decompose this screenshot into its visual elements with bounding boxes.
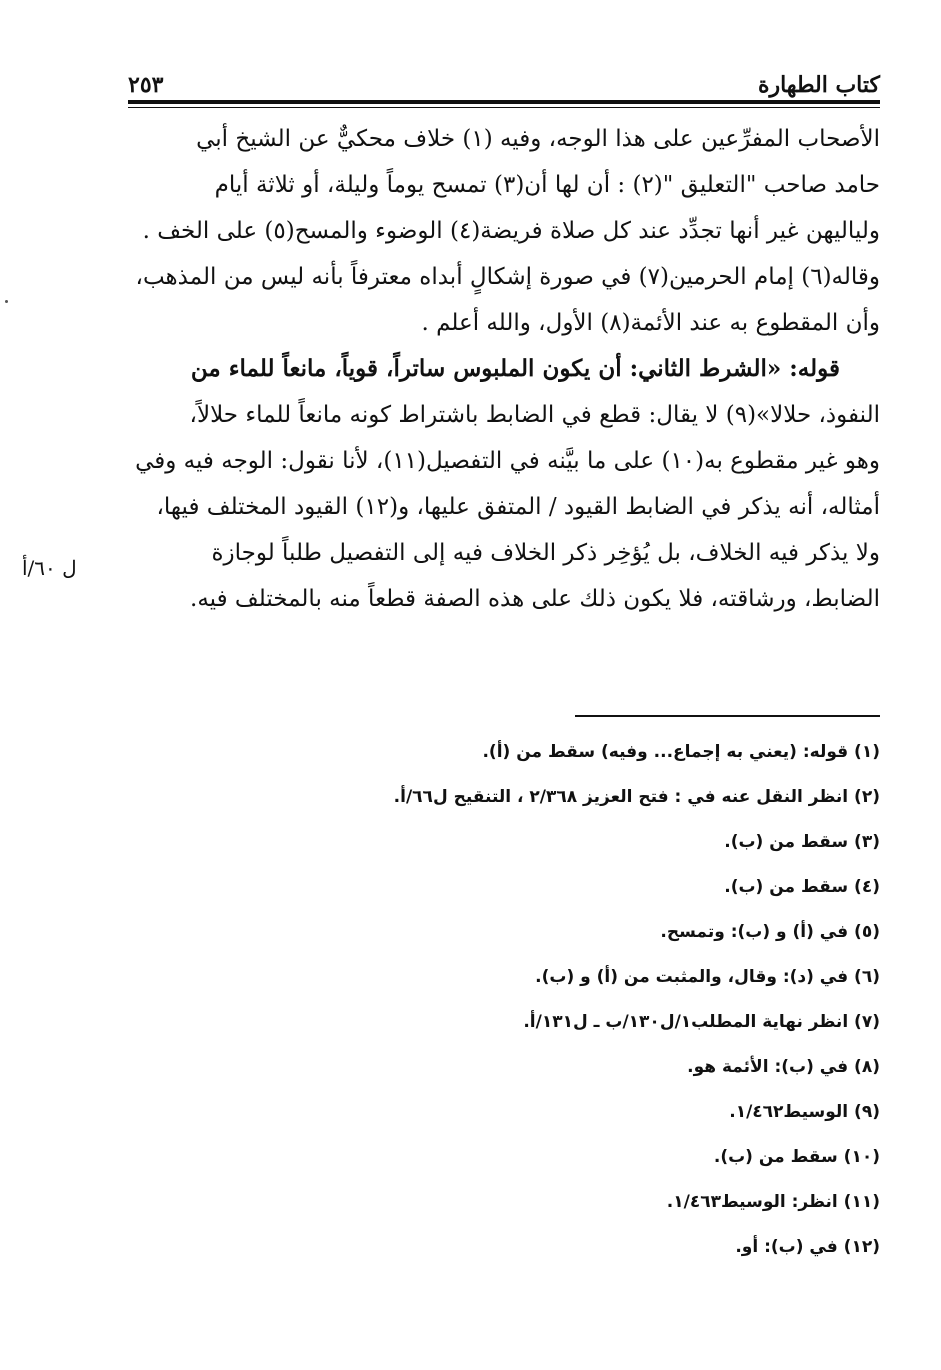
footnote: (٣) سقط من (ب). xyxy=(724,832,880,852)
footnote: (١) قوله: (يعني به إجماع... وفيه) سقط من (أ). xyxy=(482,742,880,762)
text-line: ولياليهن غير أنها تجدِّد عند كل صلاة فريضة(٤) الوضوء والمسح(٥) على الخف . xyxy=(142,218,880,244)
text-line: وقاله(٦) إمام الحرمين(٧) في صورة إشكالٍ أبداه معترفاً بأنه ليس من المذهب، xyxy=(135,264,880,290)
manuscript-folio-note: ل ٦٠/أ xyxy=(22,556,77,580)
scan-speck xyxy=(5,300,8,303)
text-line-quote: قوله: «الشرط الثاني: أن يكون الملبوس ساتراً، قوياً، مانعاً للماء من xyxy=(190,355,840,382)
text-line: الضابط، ورشاقته، فلا يكون ذلك على هذه الصفة قطعاً منه بالمختلف فيه. xyxy=(190,586,880,612)
page-number: ٢٥٣ xyxy=(128,72,164,98)
text-line: وهو غير مقطوع به(١٠) على ما بيَّنه في التفصيل(١١)، لأنا نقول: الوجه فيه وفي xyxy=(135,448,880,474)
footnote: (٨) في (ب): الأئمة هو. xyxy=(687,1057,880,1077)
header-rule-thin xyxy=(128,107,880,108)
footnote: (١٢) في (ب): أو. xyxy=(735,1237,880,1257)
main-text xyxy=(128,116,880,622)
footnotes xyxy=(380,730,880,1270)
text-line: حامد صاحب "التعليق "(٢) : أن لها أن(٣) تمسح يوماً وليلة، أو ثلاثة أيام xyxy=(214,172,880,198)
text-line: الأصحاب المفرِّعين على هذا الوجه، وفيه (١) خلاف محكيٌّ عن الشيخ أبي xyxy=(196,126,880,152)
footnote: (٦) في (د): وقال، والمثبت من (أ) و (ب). xyxy=(535,967,880,987)
header-rule-thick xyxy=(128,100,880,104)
text-line: أمثاله، أنه يذكر في الضابط القيود / المتفق عليها، و(١٢) القيود المختلف فيها، xyxy=(156,494,880,520)
footnote: (٧) انظر نهاية المطلب١/ل١٣٠/ب ـ ل١٣١/أ. xyxy=(523,1012,880,1032)
text-line: النفوذ، حلالا»(٩) لا يقال: قطع في الضابط باشتراط كونه مانعاً للماء حلالاً، xyxy=(189,402,880,428)
text-line: ولا يذكر فيه الخلاف، بل يُؤخِر ذكر الخلاف فيه إلى التفصيل طلباً لوجازة xyxy=(211,540,880,566)
footnote-separator xyxy=(575,715,880,717)
footnote: (٢) انظر النقل عنه في : فتح العزيز ٢/٣٦٨ ، التنقيح ل٦٦/أ. xyxy=(393,787,880,807)
footnote: (٤) سقط من (ب). xyxy=(724,877,880,897)
footnote: (٩) الوسيط١/٤٦٢. xyxy=(729,1102,880,1122)
book-title: كتاب الطهارة xyxy=(757,72,880,98)
footnote: (١١) انظر: الوسيط١/٤٦٣. xyxy=(666,1192,880,1212)
running-header xyxy=(128,72,880,100)
footnote: (٥) في (أ) و (ب): وتمسح. xyxy=(660,922,880,942)
footnote: (١٠) سقط من (ب). xyxy=(713,1147,880,1167)
text-line: وأن المقطوع به عند الأئمة(٨) الأول، والله أعلم . xyxy=(421,310,880,336)
